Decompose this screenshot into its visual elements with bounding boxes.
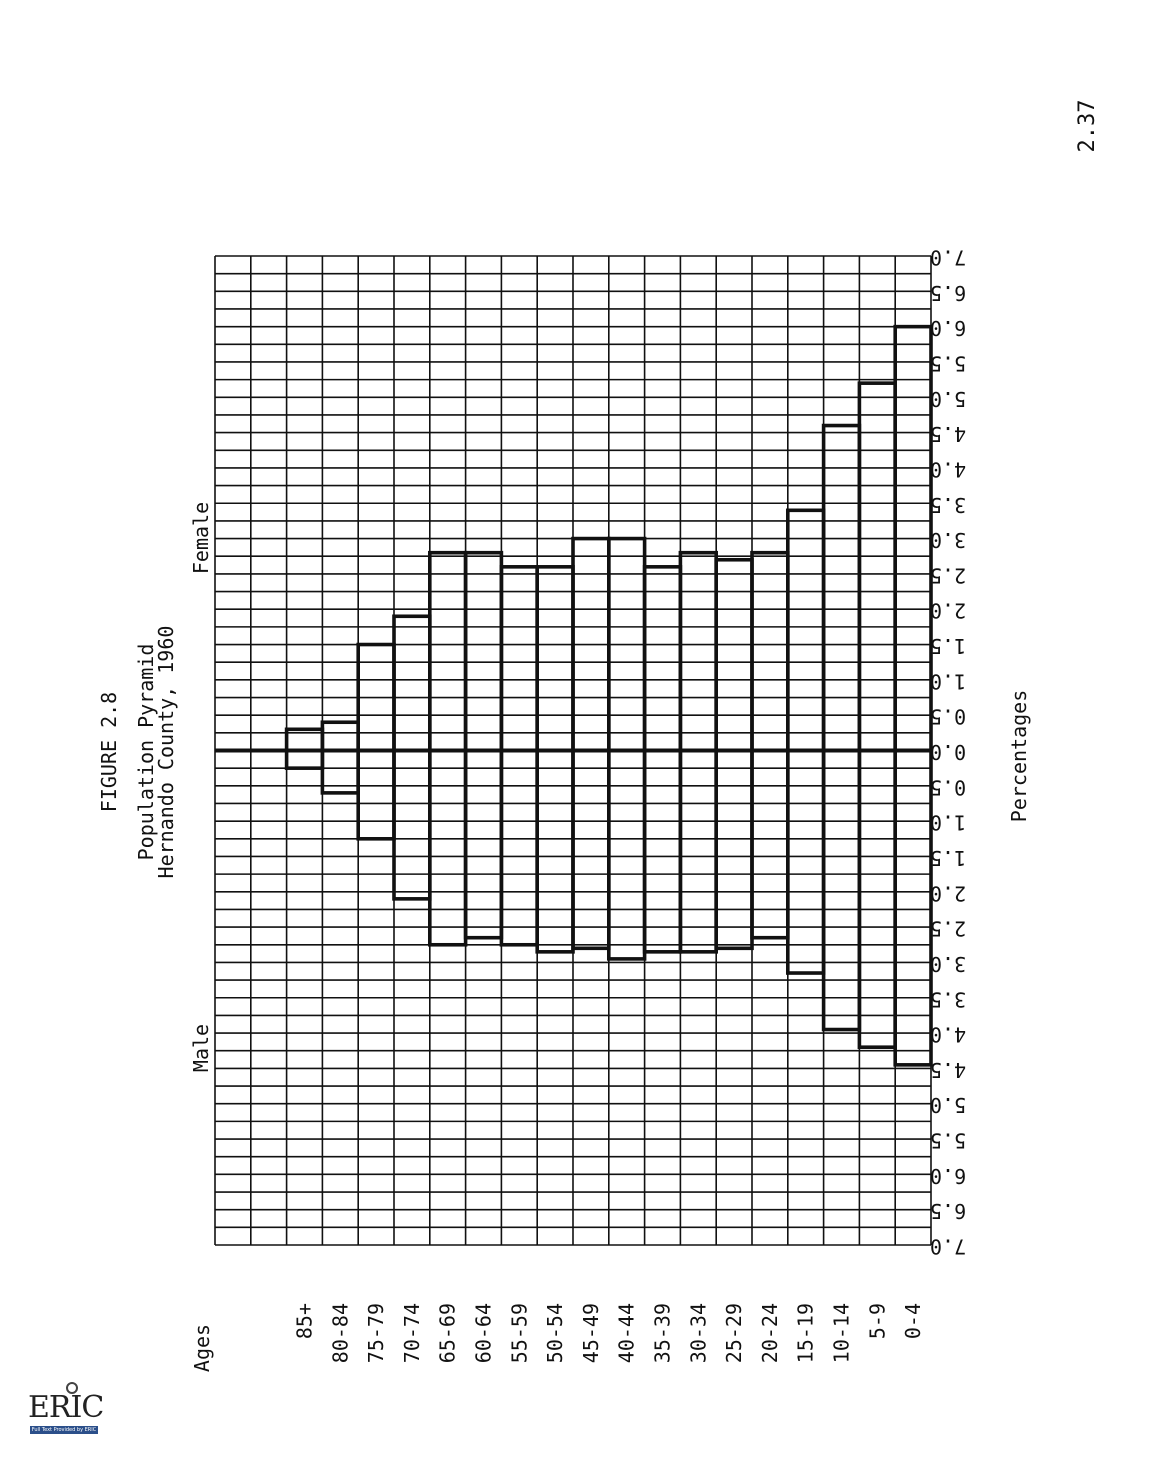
age-category-label: 25-29 [722,1303,747,1364]
age-category-label: 65-69 [435,1303,460,1364]
title-block [97,626,178,879]
chart-subtitle-line2: Hernando County, 1960 [154,625,178,879]
age-category-label: 50-54 [543,1303,568,1364]
x-tick-label: 3.5 [929,987,967,1012]
age-category-label: 55-59 [507,1303,532,1364]
male-bar-15-19 [788,751,824,974]
age-category-label: 10-14 [829,1303,854,1364]
female-bar-25-29 [716,560,752,751]
female-bar-10-14 [824,426,860,751]
female-bar-60-64 [466,553,502,751]
age-category-label: 70-74 [399,1303,424,1364]
male-bar-0-4 [895,751,931,1065]
male-bar-10-14 [824,751,860,1030]
x-tick-label: 6.5 [929,280,967,305]
female-bar-55-59 [501,567,537,751]
female-bar-50-54 [537,567,573,751]
age-category-labels [293,1303,926,1363]
x-tick-label: 5.0 [929,1093,967,1118]
male-bar-70-74 [394,751,430,899]
logo-tagline: Full Text Provided by ERIC [31,1427,97,1433]
x-tick-labels [930,246,966,1259]
age-category-label: 45-49 [578,1303,603,1364]
female-bar-70-74 [394,616,430,750]
male-series-label: Male [189,1023,213,1073]
x-tick-label: 2.5 [929,916,967,941]
male-bar-45-49 [573,751,609,949]
female-bar-80-84 [322,722,358,750]
x-tick-label: 0.0 [929,740,967,764]
female-bar-5-9 [859,383,895,750]
x-axis-label: Percentages [1007,689,1031,823]
male-bar-65-69 [430,751,466,945]
x-tick-label: 5.0 [929,386,967,411]
x-tick-label: 3.5 [929,492,967,517]
x-tick-label: 6.0 [929,1163,967,1188]
age-category-label: 20-24 [757,1303,782,1364]
female-series-label: Female [189,501,213,575]
x-tick-label: 1.5 [929,845,967,870]
x-tick-label: 6.0 [929,316,967,341]
age-category-label: 75-79 [364,1303,389,1364]
x-tick-label: 7.0 [929,245,967,270]
male-bar-55-59 [501,751,537,945]
male-bar-75-79 [358,751,394,839]
age-category-label: 60-64 [471,1303,496,1364]
x-tick-label: 2.0 [929,881,967,906]
x-tick-label: 5.5 [929,351,967,376]
x-tick-label: 4.0 [929,1022,967,1047]
eric-logo [28,1382,104,1440]
age-category-label: 30-34 [686,1303,711,1364]
male-bar-25-29 [716,751,752,949]
page-number: 2.37 [1075,99,1100,153]
x-tick-label: 5.5 [929,1128,967,1153]
x-tick-label: 1.0 [929,810,967,835]
female-bar-30-34 [680,553,716,751]
x-tick-label: 0.5 [929,775,967,800]
male-bar-35-39 [645,751,681,952]
x-tick-label: 0.5 [929,704,967,729]
age-category-label: 15-19 [793,1303,818,1364]
x-tick-label: 1.5 [929,634,967,659]
age-category-label: 80-84 [328,1303,353,1364]
x-tick-label: 4.5 [929,422,967,447]
female-bar-35-39 [645,567,681,751]
x-tick-label: 7.0 [929,1234,967,1259]
x-tick-label: 2.5 [929,563,967,588]
age-axis-label: Ages [190,1323,214,1373]
x-tick-label: 1.0 [929,669,967,694]
x-tick-label: 3.0 [929,951,967,976]
x-tick-label: 6.5 [929,1199,967,1224]
male-bar-5-9 [859,751,895,1048]
x-tick-label: 3.0 [929,528,967,553]
age-category-label: 5-9 [865,1303,890,1340]
x-tick-label: 4.5 [929,1057,967,1082]
age-category-label: 0-4 [901,1303,926,1340]
female-bar-20-24 [752,553,788,751]
logo-wordmark: ERIC [28,1390,104,1425]
x-tick-label: 2.0 [929,598,967,623]
chart-title: FIGURE 2.8 [97,691,121,813]
female-bar-65-69 [430,553,466,751]
x-tick-label: 4.0 [929,457,967,482]
male-bar-30-34 [680,751,716,952]
chart-subtitle-line1: Population Pyramid [134,643,158,861]
age-category-label: 35-39 [650,1303,675,1364]
age-category-label: 40-44 [614,1303,639,1364]
series-labels [189,502,213,1072]
male-bar-85+ [287,751,323,769]
age-category-label: 85+ [292,1303,317,1340]
male-bar-50-54 [537,751,573,952]
